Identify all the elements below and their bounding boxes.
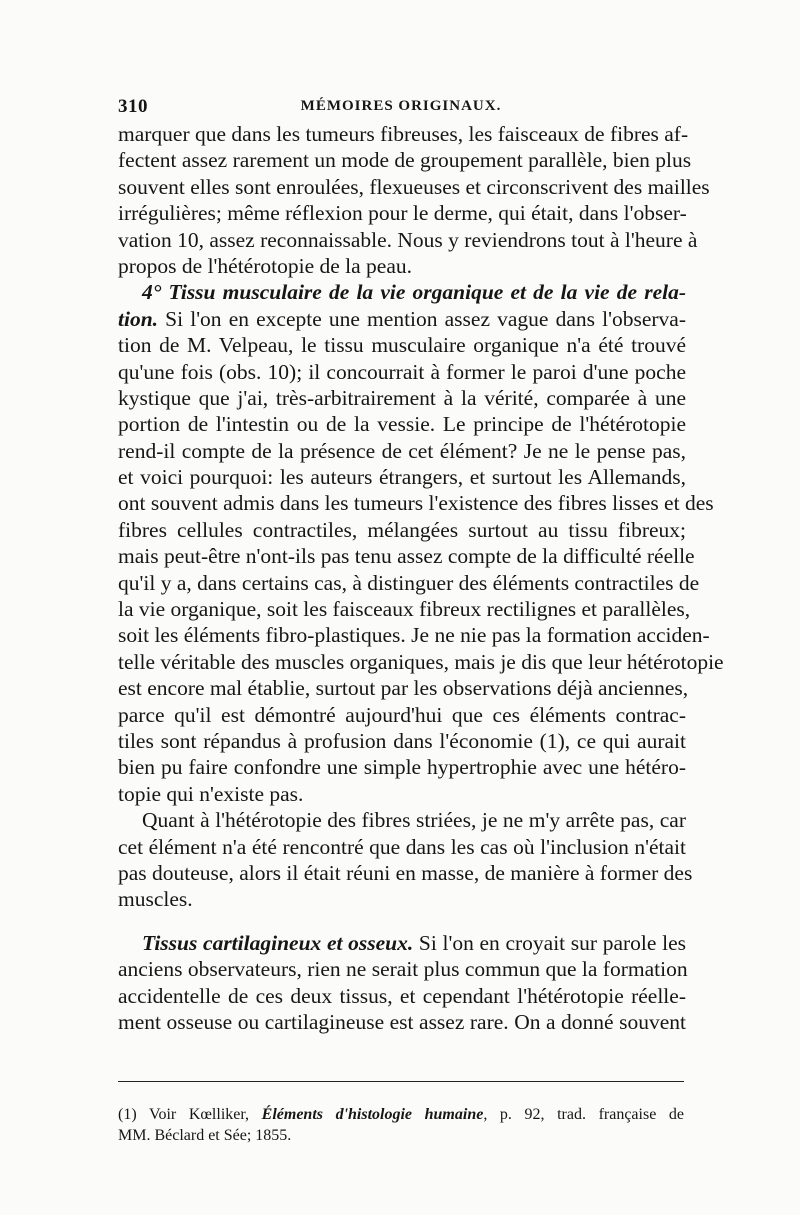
text-line: ont souvent admis dans les tumeurs l'existence des fibres lisses et des bbox=[118, 491, 714, 516]
running-title: MÉMOIRES ORIGINAUX. bbox=[300, 98, 502, 114]
text-line: propos de l'hétérotopie de la peau. bbox=[118, 253, 413, 278]
text-line: Quant à l'hétérotopie des fibres striées, je ne m'y arrête pas, car bbox=[142, 808, 686, 833]
text-line: la vie organique, soit les faisceaux fibreux rectilignes et parallèles, bbox=[118, 597, 691, 622]
text-line: kystique que j'ai, très-arbitrairement à la vérité, comparée à une bbox=[118, 385, 686, 410]
footnote-marker: (1) bbox=[118, 1106, 137, 1123]
footnote-text: Voir Kœlliker, bbox=[136, 1106, 262, 1123]
text-line: cet élément n'a été rencontré que dans les cas où l'inclusion n'était bbox=[118, 834, 686, 859]
text-line: parce qu'il est démontré aujourd'hui que ces éléments contrac- bbox=[118, 702, 686, 727]
text-line: est encore mal établie, surtout par les observations déjà anciennes, bbox=[118, 676, 689, 701]
text-line bbox=[118, 930, 686, 956]
text-line: irrégulières; même réflexion pour le derme, qui était, dans l'obser- bbox=[118, 201, 687, 226]
page-header bbox=[118, 96, 684, 124]
footnote bbox=[118, 1104, 684, 1146]
text-line: telle véritable des muscles organiques, mais je dis que leur hétérotopie bbox=[118, 649, 724, 674]
text-line: soit les éléments fibro-plastiques. Je ne nie pas la formation acciden- bbox=[118, 623, 710, 648]
footnote-text: , p. 92, trad. française de bbox=[483, 1106, 685, 1123]
page-number: 310 bbox=[118, 96, 148, 117]
footnote-divider bbox=[118, 1081, 684, 1082]
section-heading: Tissus cartilagineux et osseux. bbox=[142, 930, 414, 955]
text-line bbox=[118, 306, 686, 332]
text-line: muscles. bbox=[118, 887, 193, 912]
text-line: fectent assez rarement un mode de groupement parallèle, bien plus bbox=[118, 148, 692, 173]
text-line: tiles sont répandus à profusion dans l'économie (1), ce qui aurait bbox=[118, 728, 686, 753]
text-line: fibres cellules contractiles, mélangées surtout au tissu fibreux; bbox=[118, 517, 686, 542]
text-line: pas douteuse, alors il était réuni en masse, de manière à former des bbox=[118, 860, 693, 885]
text-line: ment osseuse ou cartilagineuse est assez rare. On a donné souvent bbox=[118, 1009, 686, 1034]
footnote-title: Éléments d'histologie humaine bbox=[261, 1106, 484, 1123]
text-run: Si l'on en excepte une mention assez vague dans l'observa- bbox=[158, 306, 686, 331]
text-line: topie qui n'existe pas. bbox=[118, 781, 304, 806]
text-line: portion de l'intestin ou de la vessie. Le principe de l'hétérotopie bbox=[118, 412, 686, 437]
text-line: mais peut-être n'ont-ils pas tenu assez compte de la difficulté réelle bbox=[118, 544, 695, 569]
footnote-line bbox=[118, 1104, 684, 1125]
text-line: accidentelle de ces deux tissus, et cependant l'hétérotopie réelle- bbox=[118, 983, 686, 1008]
text-line: anciens observateurs, rien ne serait plus commun que la formation bbox=[118, 957, 688, 982]
text-line: souvent elles sont enroulées, flexueuses et circonscrivent des mailles bbox=[118, 174, 710, 199]
paragraph-gap bbox=[118, 913, 686, 930]
section-heading-cont: tion. bbox=[118, 306, 159, 331]
text-line: rend-il compte de la présence de cet élément? Je ne le pense pas, bbox=[118, 438, 686, 463]
text-line: et voici pourquoi: les auteurs étrangers, et surtout les Allemands, bbox=[118, 465, 686, 490]
text-line: tion de M. Velpeau, le tissu musculaire organique n'a été trouvé bbox=[118, 333, 686, 358]
text-line: marquer que dans les tumeurs fibreuses, les faisceaux de fibres af- bbox=[118, 122, 689, 146]
text-line: bien pu faire confondre une simple hypertrophie avec une hétéro- bbox=[118, 755, 686, 780]
text-line: qu'une fois (obs. 10); il concourrait à former le paroi d'une poche bbox=[118, 359, 686, 384]
footnote-line: MM. Béclard et Sée; 1855. bbox=[118, 1127, 292, 1144]
body-text bbox=[118, 121, 724, 1035]
section-heading-line bbox=[118, 279, 686, 305]
section-heading: 4° Tissu musculaire de la vie organique et de la vie de rela- bbox=[142, 280, 686, 305]
text-line: qu'il y a, dans certains cas, à distinguer des éléments contractiles de bbox=[118, 570, 700, 595]
text-line: vation 10, assez reconnaissable. Nous y reviendrons tout à l'heure à bbox=[118, 227, 698, 252]
text-run: Si l'on en croyait sur parole les bbox=[413, 930, 686, 955]
